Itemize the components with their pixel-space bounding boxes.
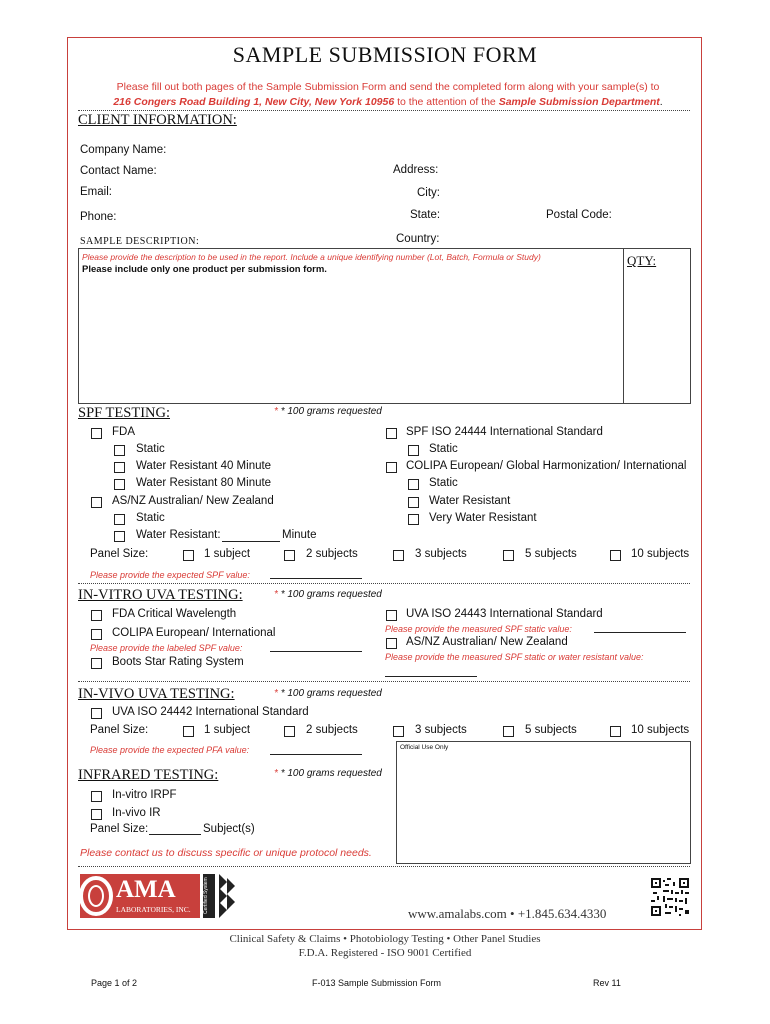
spf-expected-field[interactable]: [270, 578, 362, 579]
colipa-static-checkbox[interactable]: [408, 479, 419, 490]
asnz-static-checkbox[interactable]: [114, 514, 125, 525]
fda-checkbox[interactable]: [91, 428, 102, 439]
labeled-spf-field[interactable]: [270, 651, 362, 652]
iso-static-label: Static: [429, 443, 458, 455]
colipa-wr-label: Water Resistant: [429, 495, 511, 507]
spf-3-subjects-label: 3 subjects: [415, 548, 467, 560]
website-phone: www.amalabs.com • +1.845.634.4330: [408, 906, 607, 921]
postal-label: Postal Code:: [546, 209, 612, 221]
intro-end: .: [659, 96, 663, 108]
address-label: Address:: [393, 164, 439, 176]
spf-5-subjects-label: 5 subjects: [525, 548, 577, 560]
fda-static-label: Static: [136, 443, 165, 455]
spf-expected-label: Please provide the expected SPF value:: [90, 570, 250, 580]
spf-2-subjects-checkbox[interactable]: [284, 550, 295, 561]
country-label: Country:: [396, 233, 440, 245]
uva-10-subjects-label: 10 subjects: [631, 724, 690, 736]
sample-heading: SAMPLE DESCRIPTION:: [80, 236, 200, 247]
phone-label: Phone:: [80, 211, 117, 223]
iso24442-checkbox[interactable]: [91, 708, 102, 719]
client-heading: CLIENT INFORMATION:: [78, 112, 237, 128]
uva-10-subjects-checkbox[interactable]: [610, 726, 621, 737]
wr-minutes-field[interactable]: [222, 541, 280, 542]
asnz-uva-label: AS/NZ Australian/ New Zealand: [406, 636, 568, 648]
uva-1-subject-checkbox[interactable]: [183, 726, 194, 737]
intro-line1: Please fill out both pages of the Sample Submission Form and send the completed form along with your sample(s) to: [116, 81, 660, 93]
sample-note: Please provide the description to be used in the report. Include a unique identifying number (Lot, Batch, Formula or Study): [82, 252, 541, 262]
measured-spf-field[interactable]: [594, 632, 686, 633]
divider: [78, 110, 690, 111]
divider: [78, 866, 690, 867]
city-label: City:: [417, 187, 440, 199]
certified-badge: [203, 874, 235, 918]
iso24444-label: SPF ISO 24444 International Standard: [406, 426, 603, 438]
spf-10-subjects-label: 10 subjects: [631, 548, 690, 560]
intro-line2: [78, 94, 698, 110]
revision: Rev 11: [593, 978, 621, 988]
minute-label: Minute: [282, 529, 317, 541]
asnz-checkbox[interactable]: [91, 497, 102, 508]
email-label: Email:: [80, 186, 112, 198]
state-label: State:: [410, 209, 441, 221]
sample-bold-note: Please include only one product per submission form.: [82, 264, 327, 275]
ama-logo: [80, 874, 200, 918]
uva-vitro-req: * 100 grams requested: [280, 589, 382, 600]
spf-5-subjects-checkbox[interactable]: [503, 550, 514, 561]
page-title: SAMPLE SUBMISSION FORM: [232, 42, 538, 67]
invivo-ir-checkbox[interactable]: [91, 809, 102, 820]
asnz-label: AS/NZ Australian/ New Zealand: [112, 495, 274, 507]
iso24443-label: UVA ISO 24443 International Standard: [406, 608, 603, 620]
iso-static-checkbox[interactable]: [408, 445, 419, 456]
qty-box[interactable]: [623, 248, 691, 404]
spf-panel-label: Panel Size:: [90, 548, 149, 560]
uva-vitro-heading: IN-VITRO UVA TESTING:: [78, 587, 243, 603]
irpf-checkbox[interactable]: [91, 791, 102, 802]
uva-5-subjects-checkbox[interactable]: [503, 726, 514, 737]
wr80-label: Water Resistant 80 Minute: [136, 477, 272, 489]
asnz-static-label: Static: [136, 512, 165, 524]
footer-line2: F.D.A. Registered - ISO 9001 Certified: [298, 947, 472, 959]
colipa-vwr-label: Very Water Resistant: [429, 512, 537, 524]
uva-3-subjects-checkbox[interactable]: [393, 726, 404, 737]
invivo-ir-label: In-vivo IR: [112, 807, 161, 819]
spf-1-subject-label: 1 subject: [204, 548, 251, 560]
colipa-wr-checkbox[interactable]: [408, 497, 419, 508]
pfa-expected-label: Please provide the expected PFA value:: [90, 745, 250, 755]
labeled-spf-label: Please provide the labeled SPF value:: [90, 643, 243, 653]
qr-code-icon: [651, 878, 689, 916]
colipa-uva-checkbox[interactable]: [91, 629, 102, 640]
wr80-checkbox[interactable]: [114, 479, 125, 490]
infrared-req: * 100 grams requested: [280, 768, 382, 779]
intro-address: 216 Congers Road Building 1, New City, New York 10956: [113, 96, 395, 108]
uva-2-subjects-label: 2 subjects: [306, 724, 358, 736]
logo-main: AMA: [116, 876, 176, 903]
spf-2-subjects-label: 2 subjects: [306, 548, 358, 560]
colipa-checkbox[interactable]: [386, 462, 397, 473]
spf-10-subjects-checkbox[interactable]: [610, 550, 621, 561]
irpf-label: In-vitro IRPF: [112, 789, 177, 801]
spf-heading: SPF TESTING:: [78, 405, 170, 421]
company-label: Company Name:: [80, 144, 167, 156]
iso24443-checkbox[interactable]: [386, 610, 397, 621]
asnz-uva-checkbox[interactable]: [386, 638, 397, 649]
logo-sub: LABORATORIES, INC.: [116, 905, 191, 914]
ir-subjects-field[interactable]: [149, 834, 201, 835]
pfa-expected-field[interactable]: [270, 754, 362, 755]
asnz-wr-label: Water Resistant:: [136, 529, 221, 541]
wr40-checkbox[interactable]: [114, 462, 125, 473]
uva-3-subjects-label: 3 subjects: [415, 724, 467, 736]
certified-text: Certified System: [203, 877, 209, 915]
measured-wr-label: Please provide the measured SPF static or water resistant value:: [385, 652, 644, 662]
iso24442-label: UVA ISO 24442 International Standard: [112, 706, 309, 718]
spf-1-subject-checkbox[interactable]: [183, 550, 194, 561]
boots-checkbox[interactable]: [91, 658, 102, 669]
page-number: Page 1 of 2: [91, 978, 138, 988]
contact-label: Contact Name:: [80, 165, 157, 177]
measured-spf-label: Please provide the measured SPF static value:: [385, 624, 572, 634]
intro-dept: Sample Submission Department: [498, 96, 660, 108]
contact-note: Please contact us to discuss specific or unique protocol needs.: [80, 847, 372, 859]
boots-label: Boots Star Rating System: [112, 656, 244, 668]
colipa-static-label: Static: [429, 477, 458, 489]
colipa-uva-label: COLIPA European/ International: [112, 627, 276, 639]
intro-mid: to the attention of the: [397, 96, 496, 108]
official-use-label: Official Use Only: [400, 744, 449, 751]
ir-subjects-label: Subject(s): [203, 823, 255, 835]
official-use-box: [396, 741, 691, 864]
uva-1-subject-label: 1 subject: [204, 724, 251, 736]
footer-line1: Clinical Safety & Claims • Photobiology Testing • Other Panel Studies: [229, 933, 541, 945]
colipa-vwr-checkbox[interactable]: [408, 514, 419, 525]
divider: [78, 583, 690, 584]
qty-label: QTY:: [627, 253, 657, 268]
form-id: F-013 Sample Submission Form: [312, 978, 442, 988]
uva-vivo-req: * 100 grams requested: [280, 688, 382, 699]
spf-req: * 100 grams requested: [280, 406, 382, 417]
uva-panel-label: Panel Size:: [90, 724, 149, 736]
fda-cw-label: FDA Critical Wavelength: [112, 608, 237, 620]
uva-5-subjects-label: 5 subjects: [525, 724, 577, 736]
fda-label: FDA: [112, 426, 135, 438]
measured-wr-field[interactable]: [385, 676, 477, 677]
fda-cw-checkbox[interactable]: [91, 610, 102, 621]
asnz-wr-checkbox[interactable]: [114, 531, 125, 542]
fda-static-checkbox[interactable]: [114, 445, 125, 456]
iso24444-checkbox[interactable]: [386, 428, 397, 439]
divider: [78, 681, 690, 682]
infrared-heading: INFRARED TESTING:: [78, 767, 219, 783]
uva-vivo-heading: IN-VIVO UVA TESTING:: [78, 686, 235, 702]
uva-2-subjects-checkbox[interactable]: [284, 726, 295, 737]
colipa-label: COLIPA European/ Global Harmonization/ International: [406, 460, 687, 472]
wr40-label: Water Resistant 40 Minute: [136, 460, 272, 472]
spf-3-subjects-checkbox[interactable]: [393, 550, 404, 561]
ir-panel-label: Panel Size:: [90, 823, 149, 835]
